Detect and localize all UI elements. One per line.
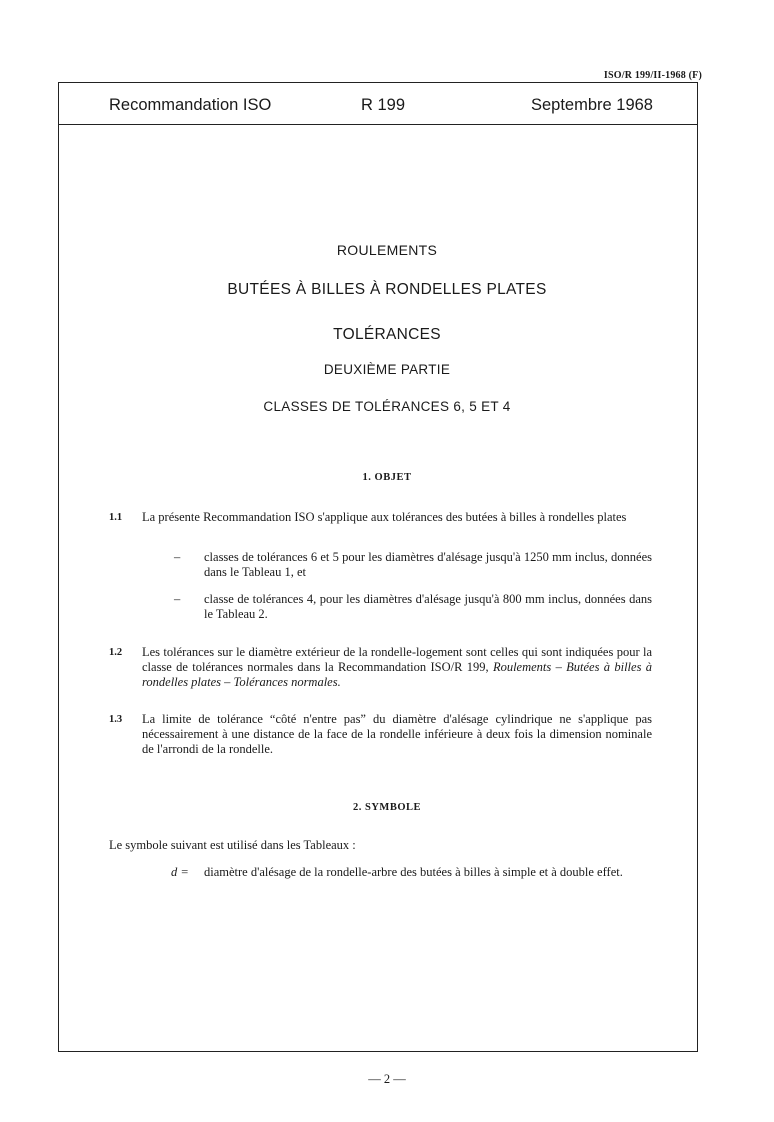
title-tolerances: TOLÉRANCES — [333, 326, 441, 343]
para-1-2-italic-title: Roulements – Butées à billes à rondelles plates – Tolérances normales. — [142, 660, 652, 689]
title-roulements: ROULEMENTS — [336, 242, 438, 258]
title-part: DEUXIÈME PARTIE — [323, 362, 451, 377]
header-number: R 199 — [361, 96, 406, 114]
bullet-item: classe de tolérances 4, pour les diamètres d'alésage jusqu'à 800 mm inclus, données dans le Tableau 2. — [204, 592, 652, 621]
symbol-d: d = — [171, 865, 189, 879]
header-recommendation: Recommandation ISO — [109, 96, 272, 114]
bullet-item: classes de tolérances 6 et 5 pour les diamètres d'alésage jusqu'à 1250 mm inclus, données dans le Tableau 1, et — [204, 550, 652, 579]
para-number-1-2: 1.2 — [109, 647, 123, 658]
para-number-1-1: 1.1 — [109, 512, 123, 523]
para-1-1: La présente Recommandation ISO s'applique aux tolérances des butées à billes à rondelles plates — [142, 510, 627, 524]
para-1-3: La limite de tolérance “côté n'entre pas” du diamètre d'alésage cylindrique ne s'applique pas nécessairement à une distance de la face de la rondelle inférieure à deux fois la dimension nominale de l'arrondi de la rondelle. — [142, 712, 652, 756]
header-date: Septembre 1968 — [530, 96, 653, 114]
title-classes: CLASSES DE TOLÉRANCES 6, 5 ET 4 — [263, 399, 511, 414]
symbol-intro: Le symbole suivant est utilisé dans les Tableaux : — [109, 838, 356, 852]
page-number: — 2 — — [368, 1072, 406, 1086]
bullet-dash: – — [174, 550, 181, 564]
section-heading-objet: 1. OBJET — [362, 472, 412, 483]
title-butees: BUTÉES À BILLES À RONDELLES PLATES — [227, 281, 547, 298]
para-1-2-text: Les tolérances sur le diamètre extérieur de la rondelle-logement sont celles qui sont indiquées pour la classe de tolérances normales dans la Recommandation ISO/R 199, — [142, 645, 652, 674]
symbol-definition: diamètre d'alésage de la rondelle-arbre des butées à billes à simple et à double effet. — [204, 865, 623, 879]
document-reference: ISO/R 199/II-1968 (F) — [603, 70, 702, 81]
para-1-2 — [142, 645, 652, 690]
bullet-dash: – — [174, 592, 181, 606]
section-heading-symbole: 2. SYMBOLE — [352, 802, 421, 813]
header-bar — [59, 83, 697, 125]
para-number-1-3: 1.3 — [109, 714, 123, 725]
